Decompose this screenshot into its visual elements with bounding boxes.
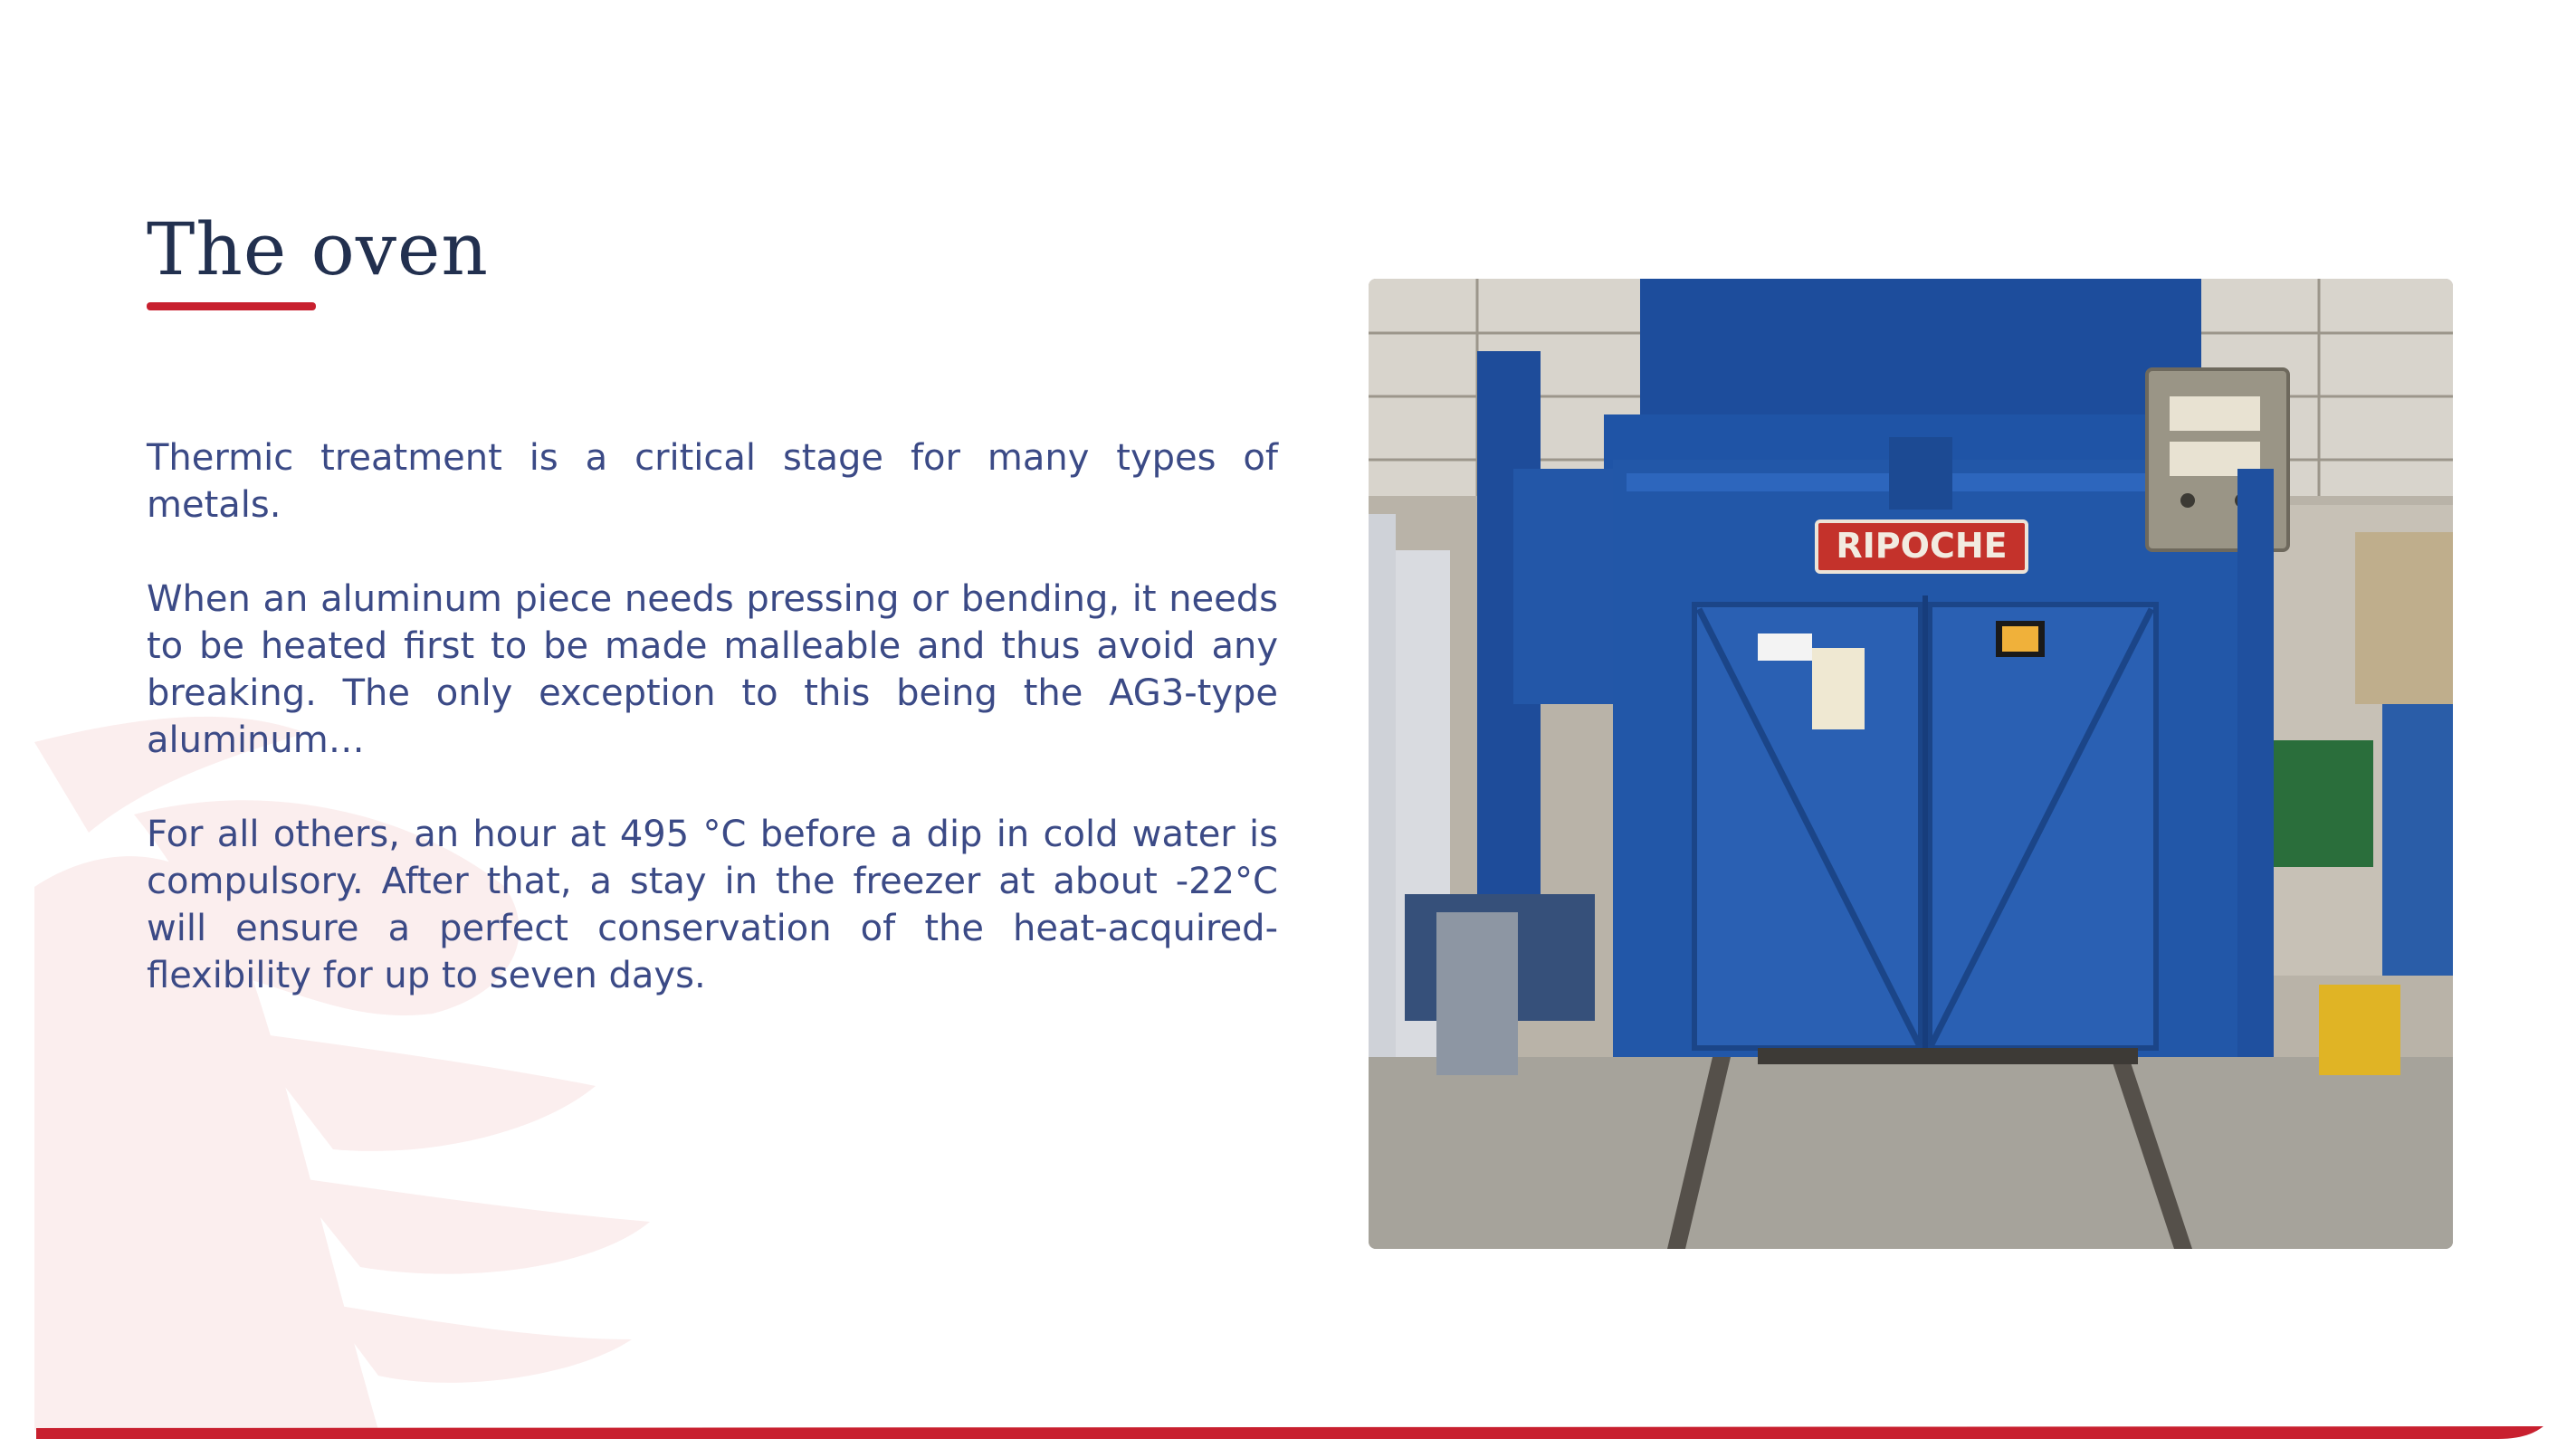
oven-photo: [1369, 279, 2453, 1249]
title-underline: [147, 302, 316, 310]
footer-accent-bar: [36, 1426, 2543, 1439]
paragraph-quench: For all others, an hour at 495 °C before a dip in cold water is compulsory. After that, a stay in the freezer at about -22°C will ensure a perfect conservation of the heat-acquired-flexibility for up to seven days.: [147, 814, 1278, 996]
body-text: [147, 434, 1278, 1046]
page-title: The oven: [147, 207, 489, 291]
paragraph-heating: When an aluminum piece needs pressing or bending, it needs to be heated first to be made malleable and thus avoid any breaking. The only exception to this being the AG3-type aluminum…: [147, 578, 1278, 761]
oven-illustration: [1369, 279, 2453, 1249]
oven-sign-text: RIPOCHE: [1836, 526, 2008, 566]
paragraph-intro: Thermic treatment is a critical stage for many types of metals.: [147, 437, 1278, 526]
